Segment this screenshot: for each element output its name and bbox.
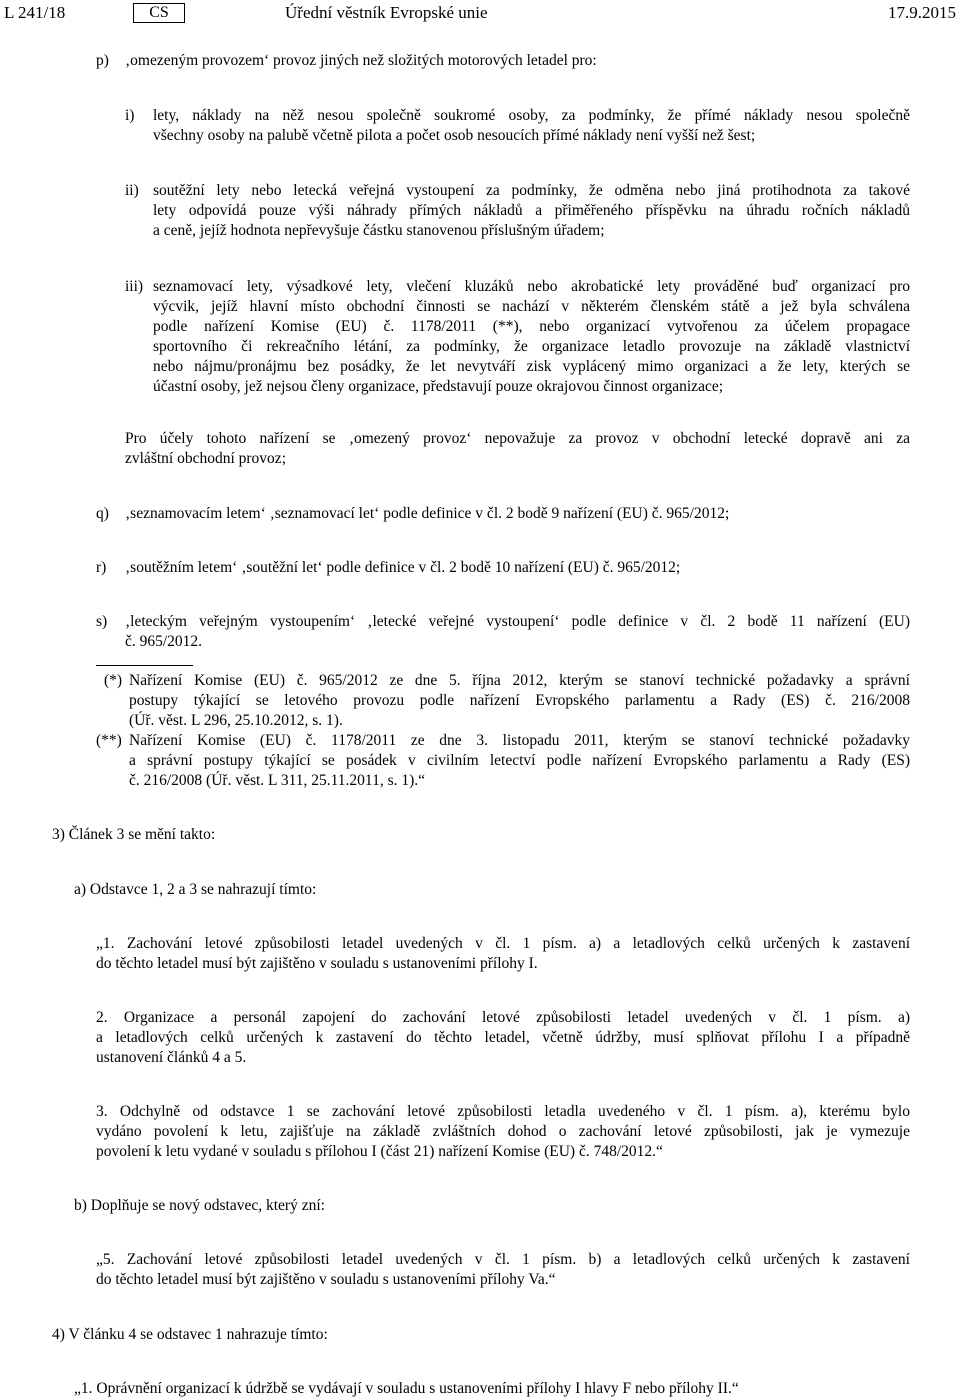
paragraph-line: „1. Zachování letové způsobilosti letadel uvedených v čl. 1 písm. a) a letadlových celků určených k zastavení: [96, 935, 910, 952]
subitem-line: lety odpovídá pouze výši náhrady přímých nákladů a přiměřeného příspěvku na úhradu ročních nákladů: [153, 202, 910, 219]
item-text-p: ‚omezeným provozem‘ provoz jiných než složitých motorových letadel pro:: [125, 52, 597, 69]
paragraph-line: 2. Organizace a personál zapojení do zachování letové způsobilosti letadel uvedených v čl. 1 písm. a): [96, 1009, 910, 1026]
subpoint-a-heading: a) Odstavce 1, 2 a 3 se nahrazují tímto:: [74, 881, 317, 898]
footnote-line: postupy týkající se letového provozu podle nařízení Evropského parlamentu a Rady (ES) č. 216/2008: [129, 692, 910, 709]
subitem-line: všechny osoby na palubě včetně pilota a počet osob nesoucích přímé náklady není vyšší než šest;: [153, 127, 756, 144]
issue-date: 17.9.2015: [888, 3, 956, 22]
item-label-q: q): [96, 505, 109, 522]
paragraph-line: do těchto letadel musí být zajištěno v souladu s ustanoveními přílohy I.: [96, 955, 538, 972]
paragraph-line: „1. Oprávnění organizací k údržbě se vydávají v souladu s ustanoveními přílohy I hlavy F nebo přílohy II.“: [74, 1380, 739, 1397]
paragraph-line: 3. Odchylně od odstavce 1 se zachování letové způsobilosti letadla uvedeného v čl. 1 písm. a), kterému bylo: [96, 1103, 910, 1120]
subitem-line: účastní osoby, jež nejsou členy organizace, představují pouze okrajovou činnost organizace;: [153, 378, 724, 395]
subitem-line: seznamovací lety, výsadkové lety, vlečení kluzáků nebo akrobatické lety prováděné buď organizací pro: [153, 278, 910, 295]
page-header: [0, 3, 960, 27]
paragraph-line: a letadlových celků určených k zastavení do těchto letadel, včetně údržby, musí splňovat přílohu I a případně: [96, 1029, 910, 1046]
paragraph-line: do těchto letadel musí být zajištěno v souladu s ustanoveními přílohy Va.“: [96, 1271, 556, 1288]
point-4-heading: 4) V článku 4 se odstavec 1 nahrazuje tímto:: [52, 1326, 328, 1343]
subitem-label-iii: iii): [125, 278, 144, 295]
subitem-line: výcvik, jejíž hlavní místo obchodní činnosti se nachází v některém členském státě a jež byla schválena: [153, 298, 910, 315]
subitem-label-ii: ii): [125, 182, 139, 199]
subpoint-b-heading: b) Doplňuje se nový odstavec, který zní:: [74, 1197, 325, 1214]
item-label-s: s): [96, 613, 108, 630]
paragraph-line: povolení k letu vydané v souladu s přílohou I (část 21) nařízení Komise (EU) č. 748/2012.“: [96, 1143, 663, 1160]
page-reference: L 241/18: [4, 3, 66, 22]
footnote-line: Nařízení Komise (EU) č. 965/2012 ze dne 5. října 2012, kterým se stanoví technické požadavky a správní: [129, 672, 910, 689]
item-text-r: ‚soutěžním letem‘ ‚soutěžní let‘ podle definice v čl. 2 bodě 10 nařízení (EU) č. 965/2012;: [125, 559, 681, 576]
footnote-marker: (*): [104, 672, 123, 689]
language-badge: CS: [133, 3, 185, 23]
point-3-heading: 3) Článek 3 se mění takto:: [52, 826, 216, 843]
paragraph-line: vydáno povolení k letu, zajišťuje na základě zvláštních dohod o zachování letové způsobilosti, jak je vymezuje: [96, 1123, 910, 1140]
note-paragraph-line: zvláštní obchodní provoz;: [125, 450, 286, 467]
footnote-marker: (**): [96, 732, 122, 749]
footnote-line: (Úř. věst. L 296, 25.10.2012, s. 1).: [129, 712, 343, 729]
footnote-line: Nařízení Komise (EU) č. 1178/2011 ze dne 3. listopadu 2011, kterým se stanoví technické požadavky: [129, 732, 910, 749]
footnote-line: č. 216/2008 (Úř. věst. L 311, 25.11.2011, s. 1).“: [129, 772, 426, 789]
subitem-line: nebo nájmu/pronájmu bez posádky, že let nevytváří zisk vyplácený mimo organizaci a že lety, kterých se: [153, 358, 910, 375]
footnote-line: a správní postupy týkající se posádek v civilním letectví podle nařízení Evropského parlamentu a Rady (ES): [129, 752, 910, 769]
subitem-line: soutěžní lety nebo letecká veřejná vystoupení za podmínky, že odměna nebo jiná protihodnota za takové: [153, 182, 910, 199]
note-paragraph-line: Pro účely tohoto nařízení se ‚omezený provoz‘ nepovažuje za provoz v obchodní letecké dopravě ani za: [125, 430, 910, 447]
item-text-s: ‚leteckým veřejným vystoupením‘ ‚letecké veřejné vystoupení‘ podle definice v čl. 2 bodě 11 nařízení (EU): [125, 613, 910, 630]
subitem-line: sportovního či rekreačního létání, za podmínky, že organizace letadlo provozuje na základě vlastnictví: [153, 338, 910, 355]
paragraph-line: ustanovení článků 4 a 5.: [96, 1049, 247, 1066]
subitem-line: podle nařízení Komise (EU) č. 1178/2011 (**), nebo organizací vytvořenou za účelem propagace: [153, 318, 910, 335]
item-label-r: r): [96, 559, 107, 576]
item-text-q: ‚seznamovacím letem‘ ‚seznamovací let‘ podle definice v čl. 2 bodě 9 nařízení (EU) č. 965/2012;: [125, 505, 730, 522]
item-label-p: p): [96, 52, 109, 69]
subitem-line: lety, náklady na něž nesou společně soukromé osoby, za podmínky, že přímé náklady nesou společně: [153, 107, 910, 124]
footnote-divider: [96, 665, 193, 666]
paragraph-line: „5. Zachování letové způsobilosti letadel uvedených v čl. 1 písm. b) a letadlových celků určených k zastavení: [96, 1251, 910, 1268]
journal-title: Úřední věstník Evropské unie: [285, 3, 488, 22]
subitem-label-i: i): [125, 107, 135, 124]
subitem-line: a ceně, jejíž hodnota nepřevyšuje částku stanovenou příslušným úřadem;: [153, 222, 605, 239]
item-text-s: č. 965/2012.: [125, 633, 203, 650]
